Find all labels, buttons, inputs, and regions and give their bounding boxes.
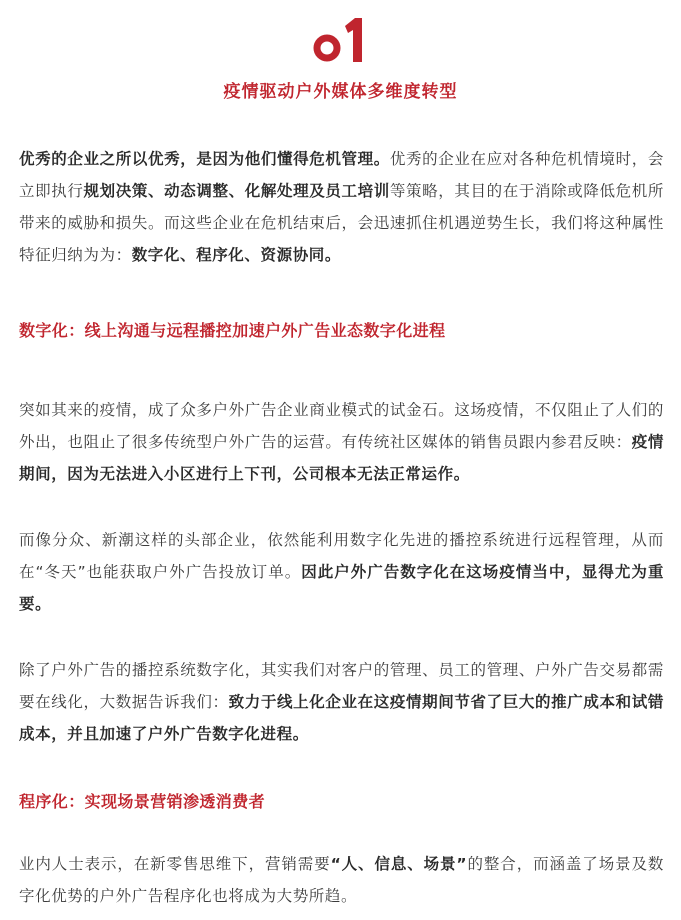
body-text: 除了户外广告的播控系统数字化，其实我们对客户的管理、员工的管理、户外广告交易都需要在线化，大数据告诉我们：: [19, 661, 664, 711]
body-text: 的整合，而涵盖了场景及数字化优势的户外广告程序化也将成为大势所趋。: [19, 855, 664, 905]
body-text: 业内人士表示，在新零售思维下，营销需要: [19, 855, 331, 873]
subheading-digitalization: 数字化：线上沟通与远程播控加速户外广告业态数字化进程: [19, 321, 446, 340]
paragraph-online-management: [19, 654, 664, 750]
section-number-badge: [0, 14, 681, 70]
emphasis-text: 致力于线上化企业在这疫情期间节省了巨大的推广成本和试错成本，并且加速了户外广告数字化进程。: [19, 693, 664, 743]
emphasis-text: 因此户外广告数字化在这场疫情当中，显得尤为重要。: [19, 563, 664, 613]
paragraph-crisis-management: [19, 143, 664, 271]
subheading-programmatic: 程序化：实现场景营销渗透消费者: [19, 792, 266, 811]
paragraph-epidemic-impact: [19, 394, 664, 490]
emphasis-text: 疫情期间，因为无法进入小区进行上下刊，公司根本无法正常运作。: [19, 433, 664, 483]
paragraph-leading-companies: [19, 524, 664, 620]
emphasis-text: “人、信息、场景”: [330, 855, 468, 873]
emphasis-text: 数字化、程序化、资源协同。: [131, 246, 342, 264]
body-text: 等策略，其目的在于消除或降低危机所带来的威胁和损失。而这些企业在危机结束后，会迅速抓住机遇逆势生长，我们将这种属性特征归纳为为：: [19, 182, 665, 264]
section-title: 疫情驱动户外媒体多维度转型: [223, 82, 458, 102]
section-number-graphic: [311, 14, 371, 66]
body-text: 突如其来的疫情，成了众多户外广告企业商业模式的试金石。这场疫情，不仅阻止了人们的外出，也阻止了很多传统型户外广告的运营。有传统社区媒体的销售员跟内参君反映：: [19, 401, 664, 451]
body-text: 优秀的企业在应对各种危机情境时，会立即执行: [19, 150, 664, 200]
emphasis-text: 规划决策、动态调整、化解处理及员工培训: [83, 182, 390, 200]
body-text: 而像分众、新潮这样的头部企业，依然能利用数字化先进的播控系统进行远程管理，从而在“冬天”也能获取户外广告投放订单。: [19, 531, 664, 581]
emphasis-text: 优秀的企业之所以优秀，是因为他们懂得危机管理。: [19, 150, 390, 168]
paragraph-scene-marketing: [19, 848, 664, 912]
